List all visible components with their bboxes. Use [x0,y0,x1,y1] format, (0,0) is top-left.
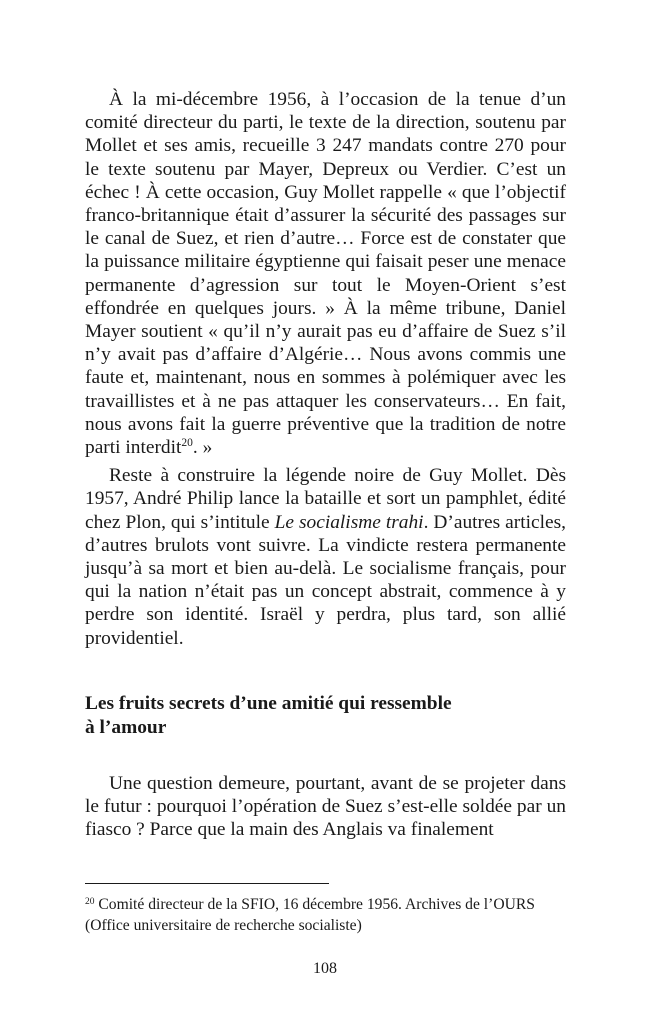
paragraph [85,772,566,842]
section-heading-line: Les fruits secrets d’une amitié qui ressemble [85,692,452,714]
paragraph-text: Une question demeure, pourtant, avant de se projeter dans le futur : pourquoi l’opération de Suez s’est-elle soldée par un fiasco ? Parce que la main des Anglais va finalement [85,772,566,841]
footnote-number: 20 [85,897,95,907]
section-heading-line: à l’amour [85,716,167,738]
paragraph-text: Reste à construire la légende noire de Guy Mollet. Dès 1957, André Philip lance la bataille et sort un pamphlet, édité chez Plon, qui s’intitule [85,465,566,533]
page-body [85,88,566,841]
footnote-separator [85,883,329,884]
book-title: Le socialisme trahi [274,511,424,533]
footnote [85,895,566,936]
paragraph [85,464,566,650]
section-heading [85,692,485,740]
footnote-text: Comité directeur de la SFIO, 16 décembre 1956. Archives de l’OURS (Office universitaire de recherche socialiste) [85,896,535,934]
paragraph-text-end: . » [192,437,213,459]
paragraph-text: À la mi-décembre 1956, à l’occasion de la tenue d’un comité directeur du parti, le texte de la direction, soutenu par Mollet et ses amis, recueille 3 247 mandats contre 270 pour le texte soutenu par Mayer, Depreux ou Verdier. C’est un échec ! À cette occasion, Guy Mollet rappelle « que l’objectif franco-britannique était d’assurer la sécurité des passages sur le canal de Suez, et rien d’autre… Force est de constater que la puissance militaire égyptienne qui faisait peser une menace permanente d’agression sur tout le Moyen-Orient s’est effondrée en quelques jours. » À la même tribune, Daniel Mayer soutient « qu’il n’y aurait pas eu d’affaire de Suez s’il n’y avait pas d’affaire d’Algérie… Nous avons commis une faute et, maintenant, nous en sommes à polémiquer avec les travaillistes et à ne pas attaquer les conservateurs… En fait, nous avons fait la guerre préventive que la tradition de notre parti interdit [85,89,566,459]
paragraph-text-end: . D’autres articles, d’autres brulots vont suivre. La vindicte restera permanente jusqu’à sa mort et bien au-delà. Le socialisme français, pour qui la nation n’était pas un concept abstrait, commence à y perdre son identité. Israël y perdra, plus tard, son allié providentiel. [85,511,566,649]
footnote-reference[interactable]: 20 [181,437,193,450]
paragraph [85,88,566,459]
page-number: 108 [313,960,337,977]
